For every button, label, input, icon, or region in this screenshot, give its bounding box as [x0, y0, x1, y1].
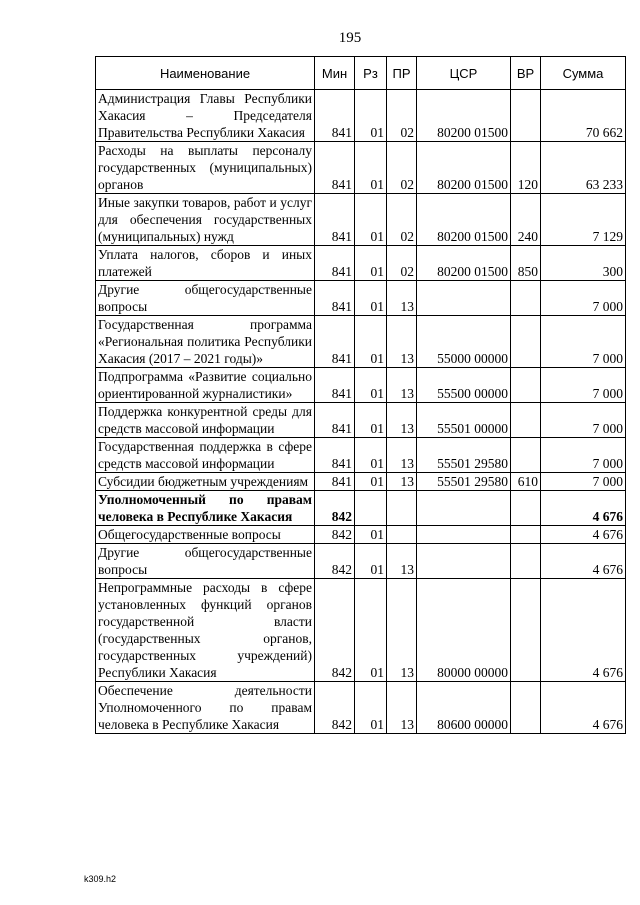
cell-name: Уполномоченный по правам человека в Республике Хакасия: [96, 491, 315, 526]
table-row: [96, 491, 626, 526]
table-row: [96, 368, 626, 403]
cell-pr: 02: [387, 142, 417, 194]
header-sum: Сумма: [541, 57, 626, 90]
cell-name: Общегосударственные вопросы: [96, 526, 315, 544]
cell-pr: 13: [387, 579, 417, 682]
cell-csr: 80200 01500: [417, 90, 511, 142]
cell-csr: 55501 29580: [417, 473, 511, 491]
header-min: Мин: [315, 57, 355, 90]
cell-vr: [511, 90, 541, 142]
table-row: [96, 281, 626, 316]
cell-csr: [417, 281, 511, 316]
page-number: 195: [338, 30, 362, 46]
cell-sum: 7 000: [541, 368, 626, 403]
cell-sum: 7 129: [541, 194, 626, 246]
cell-min: 841: [315, 246, 355, 281]
cell-min: 842: [315, 579, 355, 682]
table-row: [96, 90, 626, 142]
cell-vr: [511, 368, 541, 403]
cell-rz: [355, 491, 387, 526]
budget-table: [95, 56, 626, 734]
cell-rz: 01: [355, 142, 387, 194]
cell-min: 842: [315, 526, 355, 544]
table-body: [96, 90, 626, 734]
cell-min: 841: [315, 90, 355, 142]
cell-sum: 63 233: [541, 142, 626, 194]
footer-code: k309.h2: [84, 874, 117, 884]
cell-rz: 01: [355, 473, 387, 491]
header-name: Наименование: [96, 57, 315, 90]
cell-pr: 02: [387, 90, 417, 142]
cell-csr: 55501 29580: [417, 438, 511, 473]
cell-name: Иные закупки товаров, работ и услуг для обеспечения государственных (муниципальных) нужд: [96, 194, 315, 246]
cell-min: 842: [315, 544, 355, 579]
cell-name: Другие общегосударственные вопросы: [96, 281, 315, 316]
cell-min: 841: [315, 473, 355, 491]
cell-pr: 13: [387, 438, 417, 473]
cell-rz: 01: [355, 438, 387, 473]
cell-rz: 01: [355, 682, 387, 734]
cell-pr: 13: [387, 281, 417, 316]
header-vr: ВР: [511, 57, 541, 90]
cell-rz: 01: [355, 194, 387, 246]
cell-csr: [417, 526, 511, 544]
cell-name: Поддержка конкурентной среды для средств массовой информации: [96, 403, 315, 438]
cell-rz: 01: [355, 579, 387, 682]
table-row: [96, 526, 626, 544]
cell-name: Государственная поддержка в сфере средств массовой информации: [96, 438, 315, 473]
cell-csr: 80200 01500: [417, 194, 511, 246]
table-row: [96, 473, 626, 491]
cell-min: 841: [315, 438, 355, 473]
cell-csr: 80600 00000: [417, 682, 511, 734]
cell-sum: 7 000: [541, 403, 626, 438]
cell-vr: [511, 544, 541, 579]
cell-min: 841: [315, 142, 355, 194]
cell-vr: [511, 579, 541, 682]
header-csr: ЦСР: [417, 57, 511, 90]
cell-rz: 01: [355, 90, 387, 142]
cell-name: Другие общегосударственные вопросы: [96, 544, 315, 579]
cell-sum: 4 676: [541, 682, 626, 734]
cell-min: 841: [315, 403, 355, 438]
cell-min: 841: [315, 368, 355, 403]
table-row: [96, 403, 626, 438]
cell-sum: 4 676: [541, 526, 626, 544]
cell-csr: 80200 01500: [417, 246, 511, 281]
cell-vr: [511, 491, 541, 526]
cell-name: Расходы на выплаты персоналу государственных (муниципальных) органов: [96, 142, 315, 194]
cell-sum: 7 000: [541, 438, 626, 473]
table-row: [96, 682, 626, 734]
cell-pr: 13: [387, 403, 417, 438]
cell-vr: 240: [511, 194, 541, 246]
table-row: [96, 579, 626, 682]
cell-vr: [511, 526, 541, 544]
cell-sum: 7 000: [541, 281, 626, 316]
cell-name: Государственная программа «Региональная политика Республики Хакасия (2017 – 2021 годы)»: [96, 316, 315, 368]
cell-vr: [511, 403, 541, 438]
cell-sum: 70 662: [541, 90, 626, 142]
cell-name: Обеспечение деятельности Уполномоченного по правам человека в Республике Хакасия: [96, 682, 315, 734]
cell-vr: 120: [511, 142, 541, 194]
table-row: [96, 246, 626, 281]
cell-csr: [417, 491, 511, 526]
cell-vr: 610: [511, 473, 541, 491]
cell-pr: 13: [387, 368, 417, 403]
cell-sum: 4 676: [541, 544, 626, 579]
table-row: [96, 316, 626, 368]
cell-vr: [511, 682, 541, 734]
cell-rz: 01: [355, 403, 387, 438]
cell-min: 841: [315, 316, 355, 368]
cell-sum: 4 676: [541, 491, 626, 526]
cell-rz: 01: [355, 526, 387, 544]
cell-csr: 55000 00000: [417, 316, 511, 368]
cell-rz: 01: [355, 316, 387, 368]
cell-rz: 01: [355, 281, 387, 316]
cell-rz: 01: [355, 368, 387, 403]
cell-pr: 02: [387, 246, 417, 281]
cell-min: 842: [315, 682, 355, 734]
cell-sum: 300: [541, 246, 626, 281]
cell-csr: 80200 01500: [417, 142, 511, 194]
header-pr: ПР: [387, 57, 417, 90]
cell-pr: [387, 491, 417, 526]
cell-name: Непрограммные расходы в сфере установленных функций органов государственной власти (государственных органов, государственных учреждений) Республики Хакасия: [96, 579, 315, 682]
cell-name: Подпрограмма «Развитие социально ориентированной журналистики»: [96, 368, 315, 403]
cell-name: Субсидии бюджетным учреждениям: [96, 473, 315, 491]
cell-min: 842: [315, 491, 355, 526]
cell-pr: 02: [387, 194, 417, 246]
table-header-row: [96, 57, 626, 90]
table-row: [96, 142, 626, 194]
cell-vr: [511, 281, 541, 316]
table-row: [96, 438, 626, 473]
cell-pr: 13: [387, 473, 417, 491]
cell-sum: 4 676: [541, 579, 626, 682]
cell-vr: [511, 438, 541, 473]
cell-vr: 850: [511, 246, 541, 281]
cell-csr: [417, 544, 511, 579]
table-row: [96, 544, 626, 579]
cell-pr: 13: [387, 544, 417, 579]
cell-pr: [387, 526, 417, 544]
cell-sum: 7 000: [541, 316, 626, 368]
header-rz: Рз: [355, 57, 387, 90]
cell-name: Уплата налогов, сборов и иных платежей: [96, 246, 315, 281]
cell-min: 841: [315, 194, 355, 246]
cell-pr: 13: [387, 682, 417, 734]
table-row: [96, 194, 626, 246]
cell-rz: 01: [355, 246, 387, 281]
cell-csr: 55501 00000: [417, 403, 511, 438]
cell-sum: 7 000: [541, 473, 626, 491]
cell-vr: [511, 316, 541, 368]
cell-csr: 80000 00000: [417, 579, 511, 682]
cell-csr: 55500 00000: [417, 368, 511, 403]
cell-rz: 01: [355, 544, 387, 579]
cell-name: Администрация Главы Республики Хакасия – Председателя Правительства Республики Хакасия: [96, 90, 315, 142]
cell-min: 841: [315, 281, 355, 316]
cell-pr: 13: [387, 316, 417, 368]
